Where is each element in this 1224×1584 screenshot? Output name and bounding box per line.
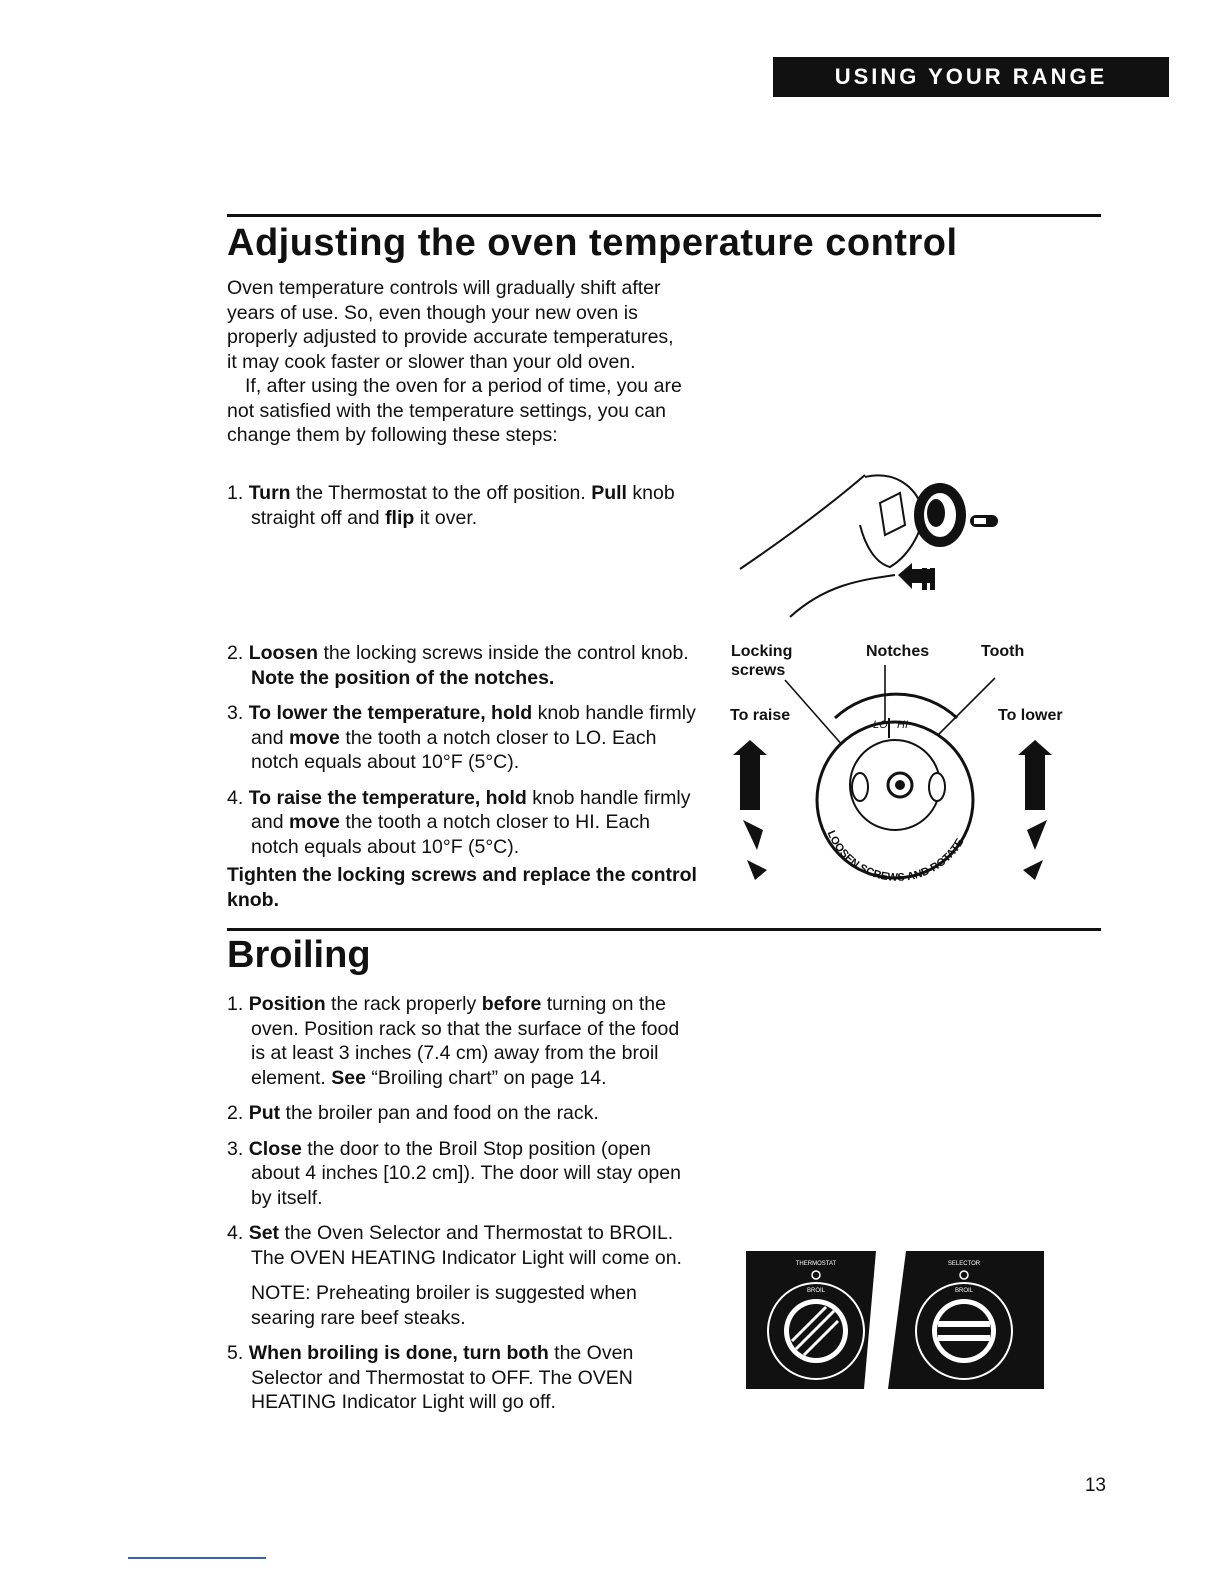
note-label: NOTE:	[251, 1282, 311, 1304]
step-text: “Broiling chart” on page 14.	[365, 1066, 607, 1089]
step-keyword: When broiling is done, turn both	[248, 1342, 549, 1364]
step-keyword: To lower the temperature, hold	[248, 702, 533, 724]
broil-step-1	[227, 992, 687, 1090]
step-text: the broiler pan and food on the rack.	[280, 1102, 599, 1124]
thermostat-label: THERMOSTAT	[795, 1261, 837, 1267]
adjust-closing: Tighten the locking screws and replace the control knob.	[227, 864, 697, 911]
step-keyword: move	[288, 726, 340, 749]
step-keyword: Loosen	[248, 642, 319, 664]
label-to-lower: To lower	[998, 707, 1063, 724]
broiling-title: Broiling	[227, 934, 371, 976]
section-rule-top	[227, 214, 1101, 217]
step-text: knob handle firmly and	[251, 786, 691, 833]
step-keyword: Pull	[591, 482, 627, 504]
adjust-step-4	[227, 786, 697, 860]
adjust-intro	[227, 276, 687, 448]
dial-lo-text: LO	[873, 719, 888, 731]
broil-knobs-illustration	[746, 1251, 1044, 1389]
broil-note	[227, 1281, 687, 1330]
adjust-step-3	[227, 701, 697, 775]
step-text: the Oven Selector and Thermostat to OFF. The OVEN HEATING Indicator Light will go off.	[251, 1342, 634, 1413]
step-text: the door to the Broil Stop position (open about 4 inches [10.2 cm]). The door will stay open by itself.	[251, 1137, 681, 1209]
step-text: it over.	[414, 506, 478, 529]
dial-arc-text: LOOSEN SCREWS AND ROTATE	[824, 828, 967, 884]
step-number: 2.	[227, 1102, 244, 1124]
step-text: turning on the oven. Position rack so that the surface of the food is at least 3 inches (7.4 cm) away from the broil element.	[251, 993, 680, 1089]
step-number: 3.	[227, 702, 244, 724]
broil-step-4	[227, 1221, 687, 1270]
step-keyword: Turn	[248, 482, 291, 504]
step-number: 4.	[227, 1222, 244, 1244]
step-keyword: Position	[248, 993, 326, 1015]
step-text: the Oven Selector and Thermostat to BROIL. The OVEN HEATING Indicator Light will come on.	[251, 1222, 682, 1269]
page-number: 13	[1084, 1475, 1106, 1496]
step-text: the rack properly	[325, 993, 482, 1015]
thermostat-broil-text: BROIL	[806, 1288, 826, 1294]
intro-paragraph-2: If, after using the oven for a period of time, you are not satisfied with the temperature settings, you can change them by following these steps:	[227, 375, 682, 446]
step-text: the tooth a notch closer to HI. Each notch equals about 10°F (5°C).	[251, 811, 650, 858]
adjust-steps-2-4	[227, 641, 697, 912]
broil-step-2	[227, 1101, 687, 1126]
step-number: 3.	[227, 1137, 244, 1160]
step-keyword: To raise the temperature, hold	[248, 786, 527, 809]
step-text: the locking screws inside the control knob.	[318, 642, 689, 664]
step-number: 5.	[227, 1342, 244, 1364]
step-keyword: flip	[385, 506, 415, 529]
step-number: 1.	[227, 482, 244, 504]
adjust-step-2	[227, 641, 697, 690]
broil-step-3	[227, 1137, 687, 1211]
note-text: Preheating broiler is suggested when searing rare beef steaks.	[251, 1282, 637, 1329]
section-rule-middle	[227, 928, 1101, 931]
intro-paragraph-1: Oven temperature controls will gradually shift after years of use. So, even though your new oven is properly adjusted to provide accurate temperatures, it may cook faster or slower than your old oven.	[227, 277, 674, 373]
label-screws: screws	[731, 662, 786, 679]
selector-broil-text: BROIL	[954, 1288, 974, 1294]
step-text: the Thermostat to the off position.	[290, 482, 592, 504]
adjust-step-1	[227, 481, 677, 530]
step-keyword: See	[331, 1066, 366, 1089]
arrow-up-lower-icon	[1018, 740, 1052, 810]
step-number: 4.	[227, 786, 244, 809]
hand-pulling-knob-illustration	[730, 465, 1010, 625]
label-to-raise: To raise	[730, 707, 791, 724]
broiling-steps	[227, 992, 687, 1415]
label-locking: Locking	[731, 643, 793, 660]
step-text: the tooth a notch closer to LO. Each notch equals about 10°F (5°C).	[251, 726, 657, 773]
label-tooth: Tooth	[981, 643, 1025, 660]
step-text: knob straight off and	[251, 482, 675, 529]
step-keyword: Close	[248, 1137, 302, 1160]
broil-step-5	[227, 1341, 687, 1415]
section-banner	[773, 57, 1169, 97]
step-text: knob handle firmly and	[251, 702, 696, 749]
step-number: 2.	[227, 642, 244, 664]
label-notches: Notches	[866, 643, 930, 660]
step-keyword: Set	[248, 1222, 280, 1244]
step-number: 1.	[227, 993, 244, 1015]
selector-label: SELECTOR	[947, 1261, 981, 1267]
arrow-up-raise-icon	[733, 740, 767, 810]
step-keyword: Note the position of the notches.	[251, 666, 555, 689]
step-keyword: Put	[248, 1102, 281, 1124]
adjust-title: Adjusting the oven temperature control	[227, 222, 958, 264]
banner-text: USING YOUR RANGE	[834, 64, 1108, 89]
step-keyword: move	[288, 811, 340, 833]
dial-hi-text: HI	[897, 719, 908, 731]
control-knob-diagram	[725, 660, 1075, 890]
step-keyword: before	[481, 993, 542, 1015]
footer-line	[128, 1557, 266, 1559]
